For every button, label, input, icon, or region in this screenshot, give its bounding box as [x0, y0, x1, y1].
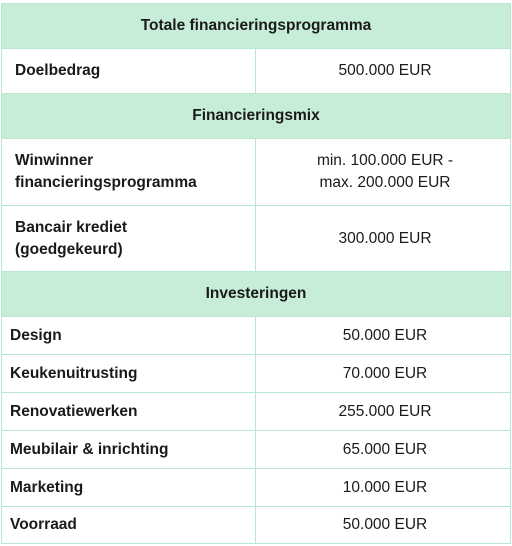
- section-title: Totale financieringsprogramma: [140, 17, 372, 34]
- table-row: [2, 468, 510, 506]
- row-label: Keukenuitrusting: [2, 355, 256, 392]
- financing-table: [1, 3, 511, 544]
- section-title: Financieringsmix: [192, 107, 320, 124]
- table-row-bank-credit: [2, 205, 510, 271]
- row-label: Marketing: [2, 469, 256, 506]
- row-value: 70.000 EUR: [342, 364, 428, 382]
- section-header-investments: [2, 271, 510, 316]
- section-header-mix: [2, 93, 510, 138]
- row-value: 300.000 EUR: [338, 229, 432, 247]
- row-label: Design: [2, 317, 256, 354]
- row-label: Winwinner financieringsprogramma: [2, 139, 256, 205]
- table-row: [2, 430, 510, 468]
- table-row-target: [2, 48, 510, 93]
- row-value: 10.000 EUR: [342, 478, 428, 496]
- section-title: Investeringen: [205, 285, 307, 302]
- table-row-winwinner: [2, 138, 510, 205]
- section-header-total: [2, 3, 510, 48]
- row-value: 65.000 EUR: [342, 440, 428, 458]
- table-row: [2, 506, 510, 543]
- row-value: min. 100.000 EUR - max. 200.000 EUR: [316, 152, 454, 191]
- table-row: [2, 354, 510, 392]
- table-row: [2, 316, 510, 354]
- row-label: Renovatiewerken: [2, 393, 256, 430]
- table-row: [2, 392, 510, 430]
- row-value: 50.000 EUR: [342, 516, 428, 533]
- row-label: Meubilair & inrichting: [2, 431, 256, 468]
- row-label: Doelbedrag: [2, 49, 256, 93]
- row-value: 255.000 EUR: [338, 402, 432, 420]
- row-label: Voorraad: [2, 507, 256, 543]
- row-value: 500.000 EUR: [338, 62, 432, 79]
- row-value: 50.000 EUR: [342, 326, 428, 344]
- row-label: Bancair krediet (goedgekeurd): [2, 206, 256, 271]
